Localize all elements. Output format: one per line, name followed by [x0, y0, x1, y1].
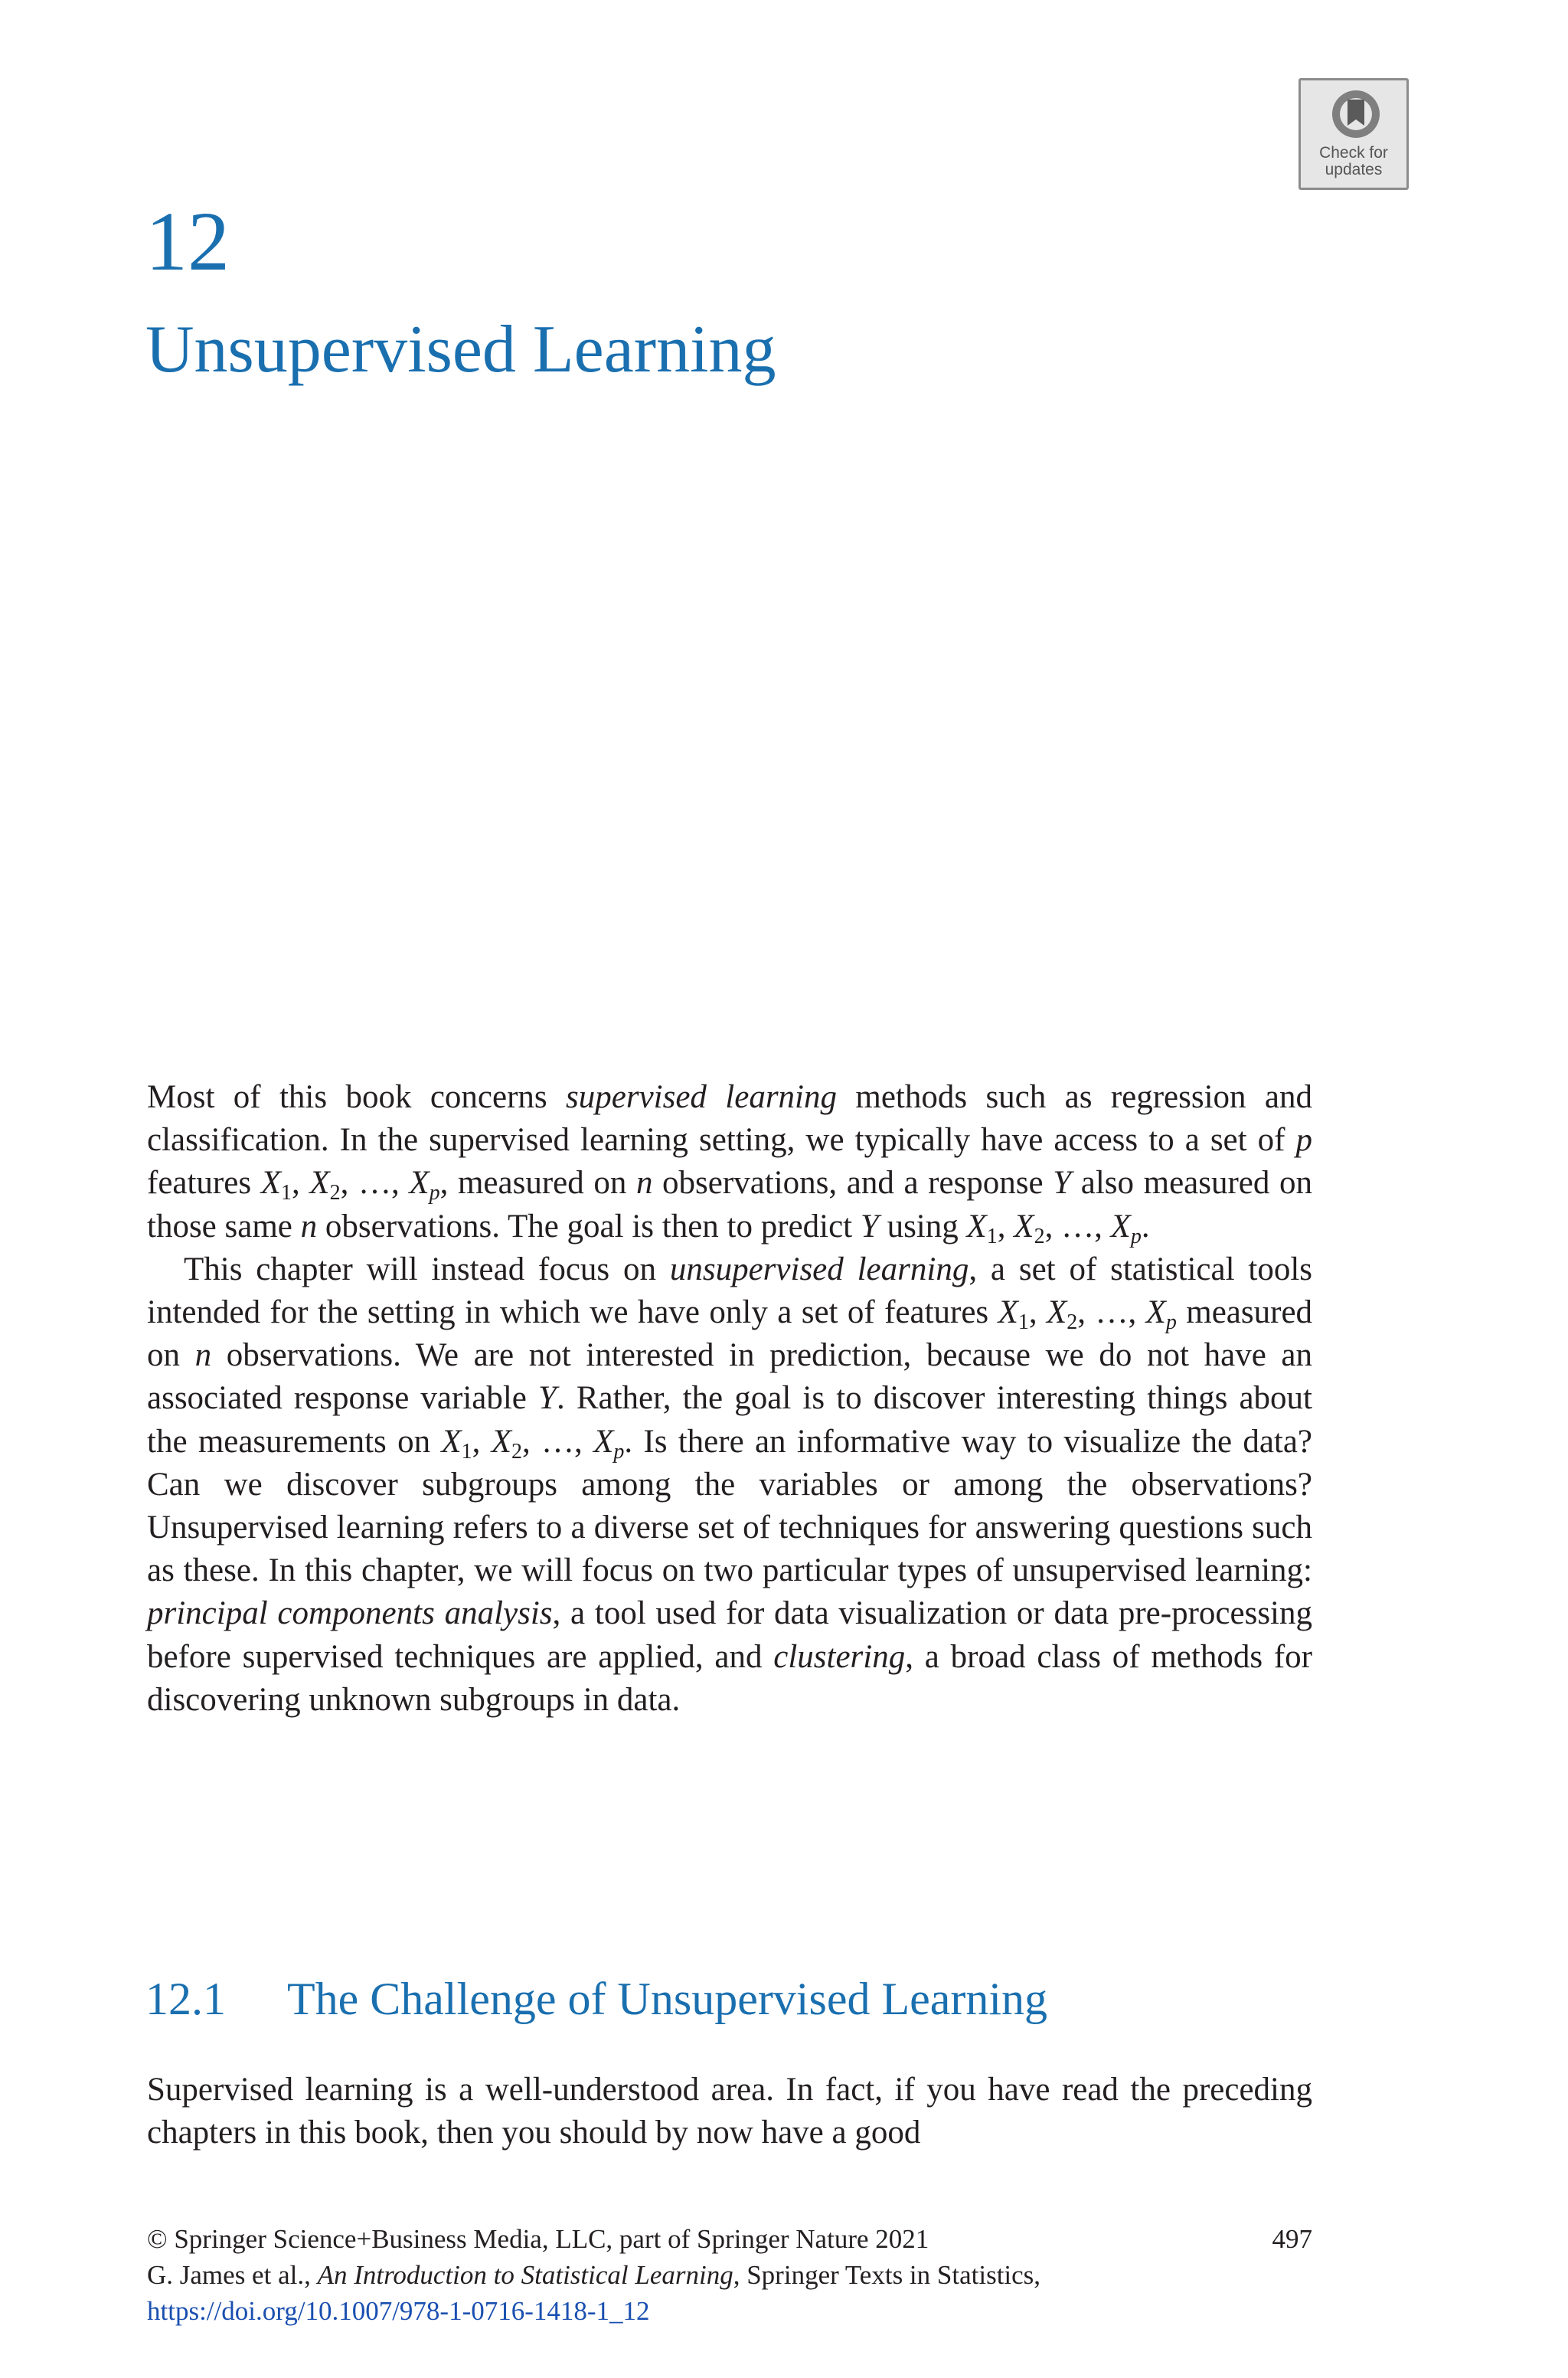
intro-paragraph-2: This chapter will instead focus on unsupervised learning, a set of statistical tools intended for the setting in which we have only a set of features $X_1$, $X_2$, …, $X_p$ measured on n observations. We are not interested in prediction, because we do not have an associated response variable Y. Rather, the goal is to discover interesting things about the measurements on $X_1$, $X_2$, …, $X_p$. Is there an informative way to visualize the data? Can we discover subgroups among the variables or among the observations? Unsupervised learning refers to a diverse set of techniques for answering questions such as these. In this chapter, we will focus on two particular types of unsupervised learning: principal components analysis, a tool used for data visualization or data pre-processing before supervised techniques are applied, and clustering, a broad class of methods for discovering unknown subgroups in data.: [147, 1251, 1313, 1718]
doi-link[interactable]: https://doi.org/10.1007/978-1-0716-1418-1_12: [147, 2296, 650, 2326]
badge-label: Check for updates: [1319, 144, 1388, 178]
copyright-notice: © Springer Science+Business Media, LLC, part of Springer Nature 2021: [147, 2224, 929, 2254]
page-number: 497: [1272, 2224, 1312, 2254]
chapter-number: 12: [145, 195, 230, 288]
chapter-title: Unsupervised Learning: [145, 312, 776, 387]
section-title: The Challenge of Unsupervised Learning: [287, 1974, 1048, 2024]
citation: G. James et al., An Introduction to Statistical Learning, Springer Texts in Statistics,: [147, 2260, 1041, 2290]
page-footer: [147, 2221, 1312, 2329]
intro-paragraph-1: Most of this book concerns supervised learning methods such as regression and classification. In the supervised learning setting, we typically have access to a set of p features $X_1$, $X_2$, …, $X_p$, measured on n observations, and a response Y also measured on those same n observations. The goal is then to predict Y using $X_1$, $X_2$, …, $X_p$.: [147, 1079, 1313, 1248]
chapter-intro: [147, 1076, 1312, 1722]
crossmark-icon: [1329, 87, 1383, 141]
section-paragraph: Supervised learning is a well-understood area. In fact, if you have read the preceding chapters in this book, then you should by now have a good: [147, 2072, 1312, 2151]
section-number: 12.1: [145, 1974, 226, 2024]
section-heading: [145, 1968, 1047, 2030]
check-for-updates-badge[interactable]: [1298, 78, 1409, 190]
